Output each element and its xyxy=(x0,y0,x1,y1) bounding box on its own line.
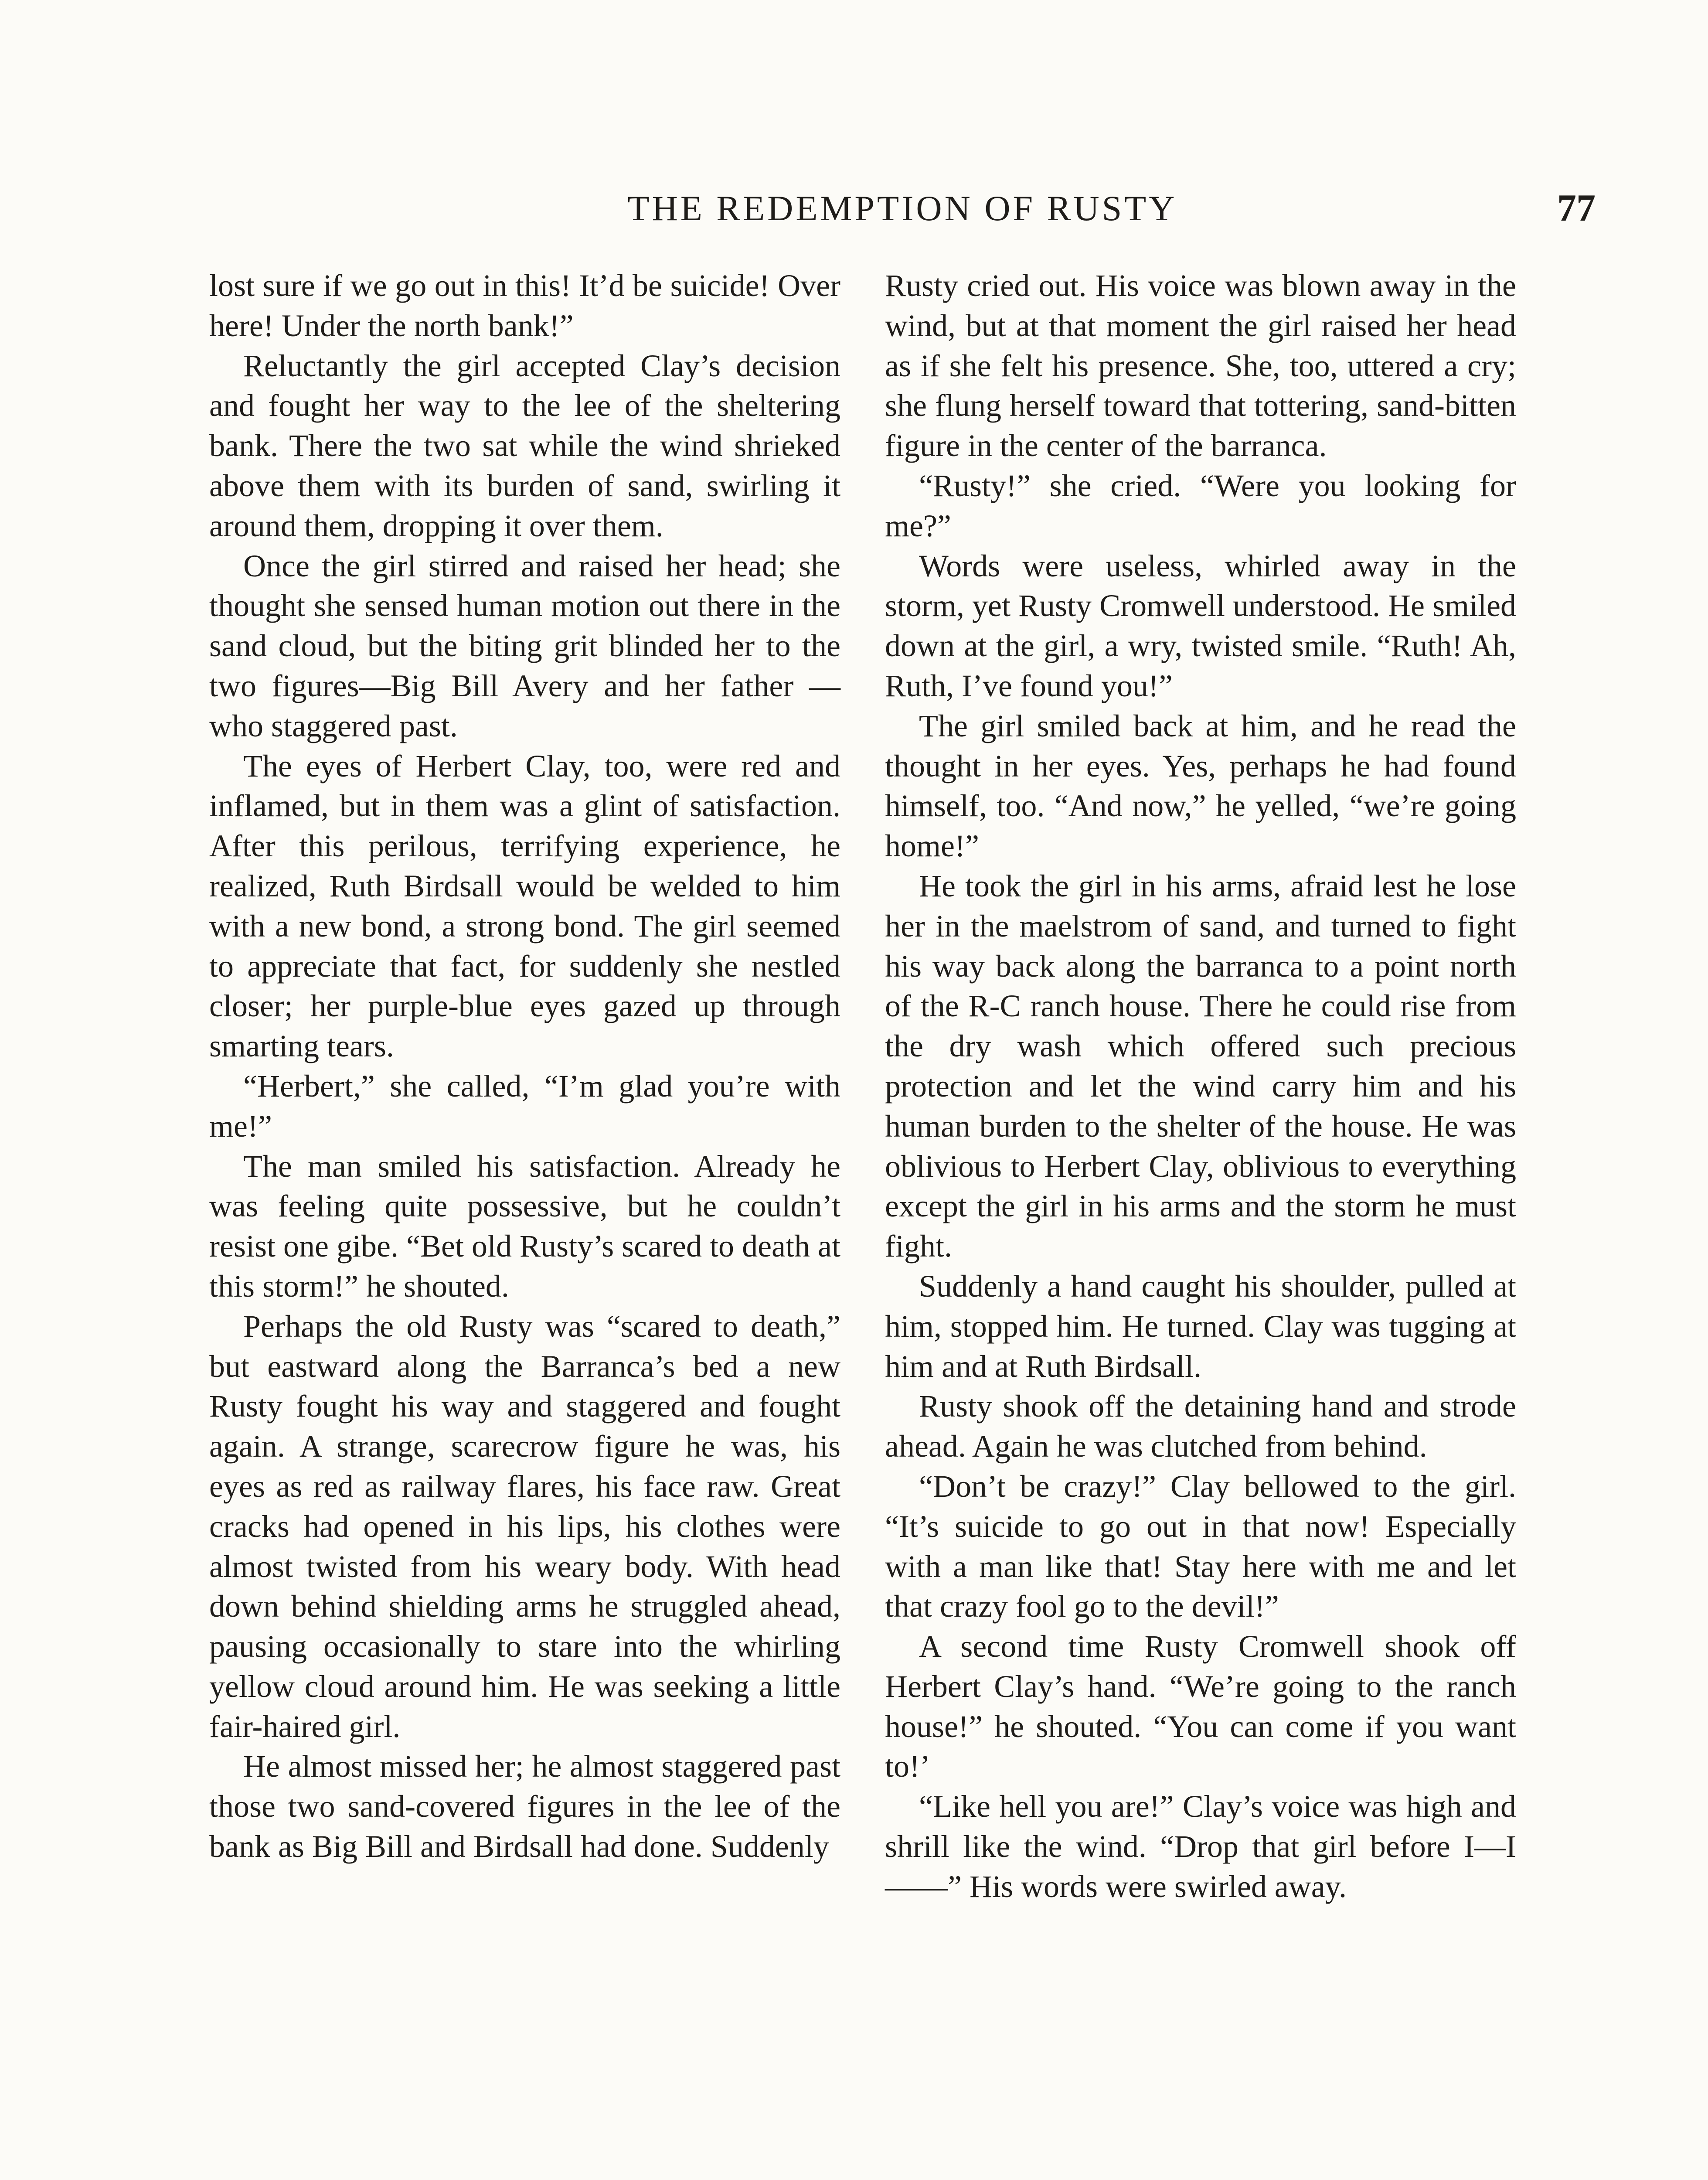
paragraph: He almost missed her; he almost staggered past those two sand-covered figures in the lee of the bank as Big Bill and Birdsall had done. Suddenly xyxy=(209,1749,840,1864)
paragraph: Rusty shook off the detaining hand and strode ahead. Again he was clutched from behind. xyxy=(885,1389,1516,1464)
paragraph: He took the girl in his arms, afraid lest he lose her in the maelstrom of sand, and turned to fight his way back along the barranca to a point north of the R-C ranch house. There he could rise from the dry wash which offered such precious protection and let the wind carry him and his human burden to the shelter of the house. He was oblivious to Herbert Clay, oblivious to everything except the girl in his arms and the storm he must fight. xyxy=(885,868,1516,1264)
paragraph: lost sure if we go out in this! It’d be suicide! Over here! Under the north bank!” xyxy=(209,268,840,343)
paragraph: “Rusty!” she cried. “Were you looking for me?” xyxy=(885,468,1516,543)
paragraph: A second time Rusty Cromwell shook off Herbert Clay’s hand. “We’re going to the ranch house!” he shouted. “You can come if you want to!’ xyxy=(885,1629,1516,1784)
running-head: THE REDEMPTION OF RUSTY xyxy=(627,188,1177,228)
paragraph: “Herbert,” she called, “I’m glad you’re with me!” xyxy=(209,1068,840,1144)
paragraph: Suddenly a hand caught his shoulder, pulled at him, stopped him. He turned. Clay was tugging at him and at Ruth Birdsall. xyxy=(885,1268,1516,1384)
paragraph: Rusty cried out. His voice was blown away in the wind, but at that moment the girl raised her head as if she felt his presence. She, too, uttered a cry; she flung herself toward that tottering, sand-bitten figure in the center of the barranca. xyxy=(885,268,1516,463)
paragraph: The man smiled his satisfaction. Already he was feeling quite possessive, but he couldn’t resist one gibe. “Bet old Rusty’s scared to death at this storm!” he shouted. xyxy=(209,1148,840,1304)
page-header xyxy=(209,182,1596,235)
page-number: 77 xyxy=(1557,187,1596,229)
paragraph: Once the girl stirred and raised her head; she thought she sensed human motion out there in the sand cloud, but the biting grit blinded her to the two figures—Big Bill Avery and her father —who staggered past. xyxy=(209,548,840,743)
paragraph: Reluctantly the girl accepted Clay’s decision and fought her way to the lee of the sheltering bank. There the two sat while the wind shrieked above them with its burden of sand, swirling it around them, dropping it over them. xyxy=(209,348,840,543)
left-column xyxy=(209,266,840,1867)
paragraph: Perhaps the old Rusty was “scared to death,” but eastward along the Barranca’s bed a new Rusty fought his way and staggered and fought again. A strange, scarecrow figure he was, his eyes as red as railway flares, his face raw. Great cracks had opened in his lips, his clothes were almost twisted from his weary body. With head down behind shielding arms he struggled ahead, pausing occasionally to stare into the whirling yellow cloud around him. He was seeking a little fair-haired girl. xyxy=(209,1308,840,1744)
paragraph: The eyes of Herbert Clay, too, were red and inflamed, but in them was a glint of satisfaction. After this perilous, terrifying experience, he realized, Ruth Birdsall would be welded to him with a new bond, a strong bond. The girl seemed to appreciate that fact, for suddenly she nestled closer; her purple-blue eyes gazed up through smarting tears. xyxy=(209,748,840,1064)
paragraph: The girl smiled back at him, and he read the thought in her eyes. Yes, perhaps he had found himself, too. “And now,” he yelled, “we’re going home!” xyxy=(885,708,1516,864)
paragraph: Words were useless, whirled away in the storm, yet Rusty Cromwell understood. He smiled down at the girl, a wry, twisted smile. “Ruth! Ah, Ruth, I’ve found you!” xyxy=(885,548,1516,703)
paragraph: “Don’t be crazy!” Clay bellowed to the girl. “It’s suicide to go out in that now! Especially with a man like that! Stay here with me and let that crazy fool go to the devil!” xyxy=(885,1468,1516,1624)
right-column xyxy=(885,266,1516,1907)
paragraph: “Like hell you are!” Clay’s voice was high and shrill like the wind. “Drop that girl before I—I——” His words were swirled away. xyxy=(885,1789,1516,1904)
